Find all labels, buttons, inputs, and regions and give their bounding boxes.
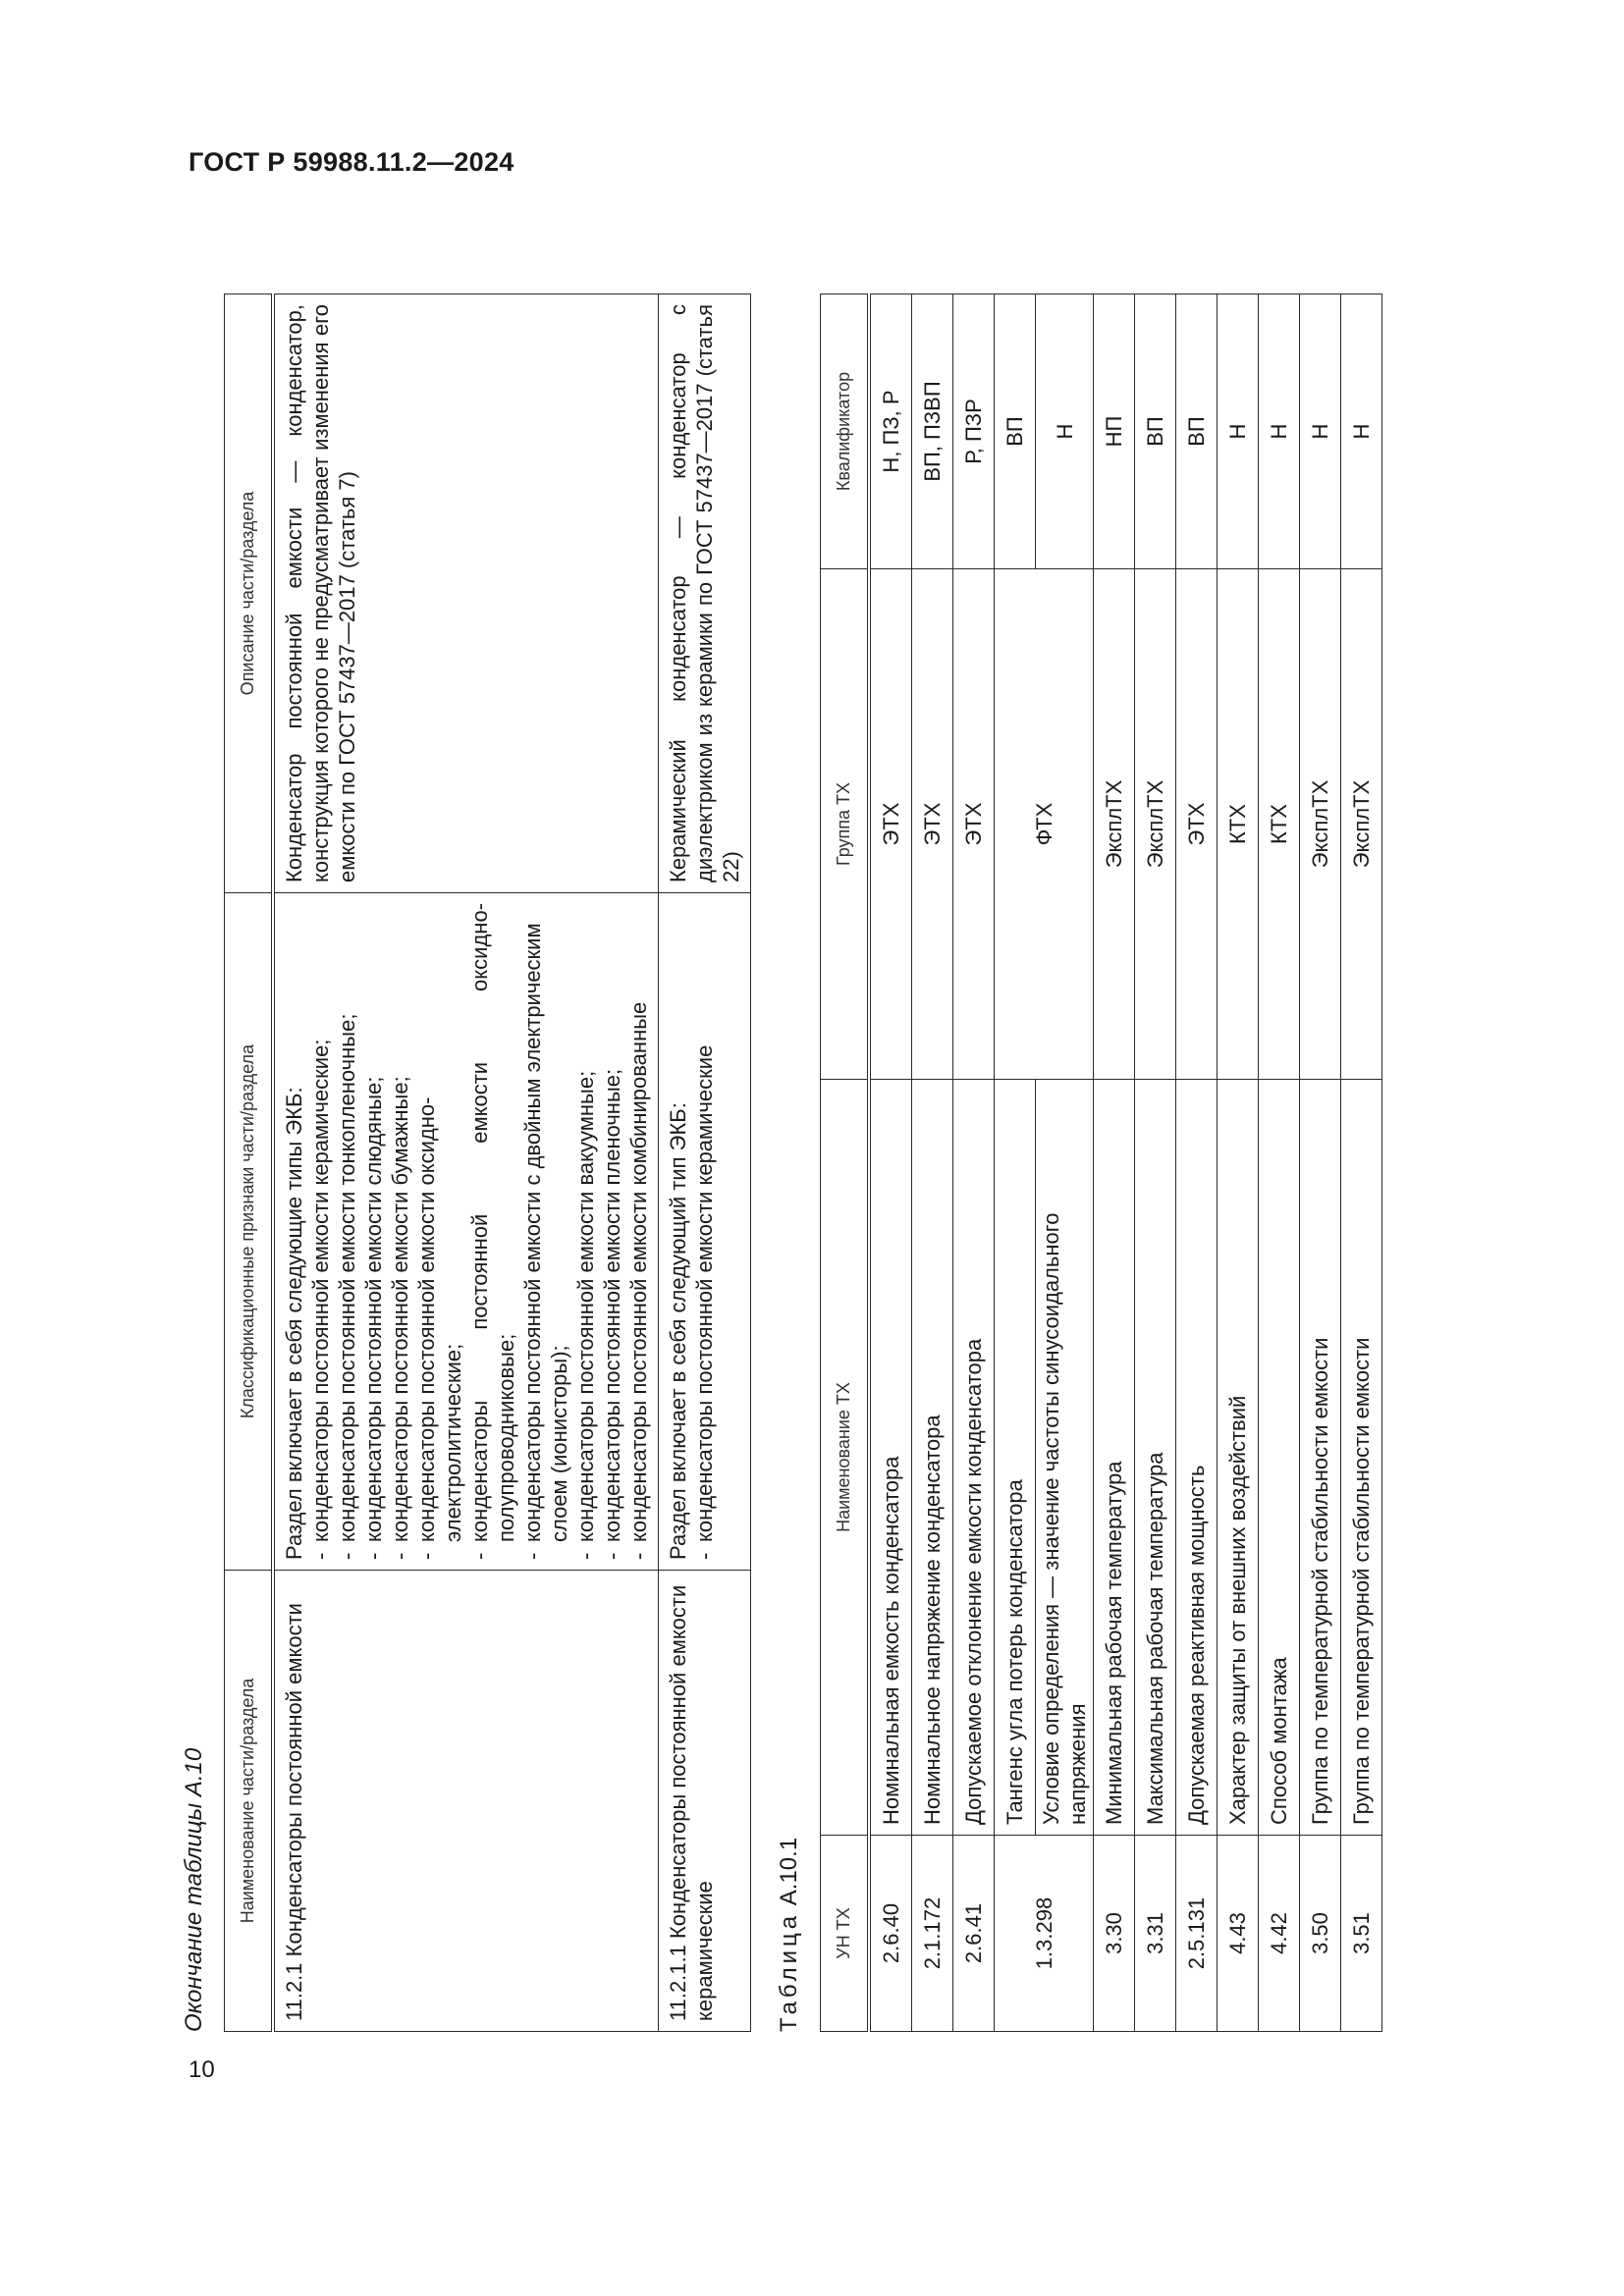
name-cell: Допускаемое отклонение емкости конденсатора [953, 1080, 995, 1836]
qualifier-cell: ВП [995, 294, 1036, 569]
table-row [1094, 294, 1135, 2032]
qualifier-cell: НП [1094, 294, 1135, 569]
list-item: - конденсаторы постоянной емкости оксидно-электролитические; [413, 903, 466, 1560]
name-cell: Характер защиты от внешних воздействий [1218, 1080, 1259, 1836]
col-header-description: Описание части/раздела [225, 294, 274, 893]
document-header: ГОСТ Р 59988.11.2—2024 [189, 147, 514, 177]
table-row [953, 294, 995, 2032]
code-cell: 1.3.298 [995, 1836, 1094, 2032]
col-header-name: Наименование части/раздела [225, 1571, 274, 2032]
group-cell: КТХ [1218, 569, 1259, 1080]
col-header-qualifier: Квалификатор [821, 294, 870, 569]
list-item: - конденсаторы постоянной емкости оксидно-полупроводниковые; [466, 903, 519, 1560]
col-header-code: УН ТХ [821, 1836, 870, 2032]
table-row [1135, 294, 1176, 2032]
table-row [1300, 294, 1341, 2032]
section-name: 11.2.1.1 Конденсаторы постоянной емкости керамические [659, 1571, 751, 2032]
table-row [912, 294, 953, 2032]
rotated-content [167, 226, 1512, 2061]
features-list [307, 903, 652, 1560]
section-features [273, 893, 659, 1571]
col-header-name: Наименование ТХ [821, 1080, 870, 1836]
list-item: - конденсаторы постоянной емкости пленочные; [599, 903, 625, 1560]
table-a10-caption: Окончание таблицы А.10 [181, 1747, 207, 2032]
table-a101-header-row [821, 294, 870, 2032]
code-cell: 3.30 [1094, 1836, 1135, 2032]
code-cell: 4.43 [1218, 1836, 1259, 2032]
table-title-number: А.10.1 [776, 1837, 802, 1906]
table-row [1259, 294, 1300, 2032]
table-row [659, 294, 751, 2032]
table-a101-title [776, 1838, 803, 2032]
qualifier-cell: Н [1036, 294, 1094, 569]
qualifier-cell: Н [1300, 294, 1341, 569]
list-item: - конденсаторы постоянной емкости бумажные; [387, 903, 413, 1560]
name-cell: Минимальная рабочая температура [1094, 1080, 1135, 1836]
page-number: 10 [189, 2056, 215, 2083]
features-list [691, 903, 718, 1560]
name-cell: Группа по температурной стабильности емкости [1300, 1080, 1341, 1836]
section-name: 11.2.1 Конденсаторы постоянной емкости [273, 1571, 659, 2032]
code-cell: 2.1.172 [912, 1836, 953, 2032]
table-a10 [224, 294, 751, 2032]
qualifier-cell: Н [1341, 294, 1382, 569]
name-cell: Допускаемая реактивная мощность [1176, 1080, 1218, 1836]
name-cell: Номинальное напряжение конденсатора [912, 1080, 953, 1836]
code-cell: 3.31 [1135, 1836, 1176, 2032]
col-header-group: Группа ТХ [821, 569, 870, 1080]
list-item: - конденсаторы постоянной емкости слюдяные; [360, 903, 387, 1560]
table-row [995, 294, 1036, 2032]
qualifier-cell: Р, ПЗР [953, 294, 995, 569]
code-cell: 2.6.40 [869, 1836, 912, 2032]
table-a101 [820, 294, 1382, 2032]
name-cell: Способ монтажа [1259, 1080, 1300, 1836]
qualifier-cell: Н [1218, 294, 1259, 569]
name-cell: Группа по температурной стабильности емкости [1341, 1080, 1382, 1836]
section-description: Конденсатор постоянной емкости — конденсатор, конструкция которого не предусматривает изменения его емкости по ГОСТ 57437—2017 (статья 7) [273, 294, 659, 893]
name-cell: Максимальная рабочая температура [1135, 1080, 1176, 1836]
group-cell: КТХ [1259, 569, 1300, 1080]
features-intro: Раздел включает в себя следующие типы ЭКБ: [282, 1087, 306, 1560]
code-cell: 4.42 [1259, 1836, 1300, 2032]
name-cell: Номинальная емкость конденсатора [869, 1080, 912, 1836]
table-a10-header-row [225, 294, 274, 2032]
group-cell: ЭксплТХ [1135, 569, 1176, 1080]
group-cell: ЭксплТХ [1341, 569, 1382, 1080]
group-cell: ФТХ [995, 569, 1094, 1080]
group-cell: ЭТХ [1176, 569, 1218, 1080]
table-sub-row [1036, 294, 1094, 2032]
list-item: - конденсаторы постоянной емкости керамические; [307, 903, 334, 1560]
group-cell: ЭТХ [912, 569, 953, 1080]
list-item: - конденсаторы постоянной емкости с двойным электрическим слоем (ионисторы); [519, 903, 572, 1560]
code-cell: 3.50 [1300, 1836, 1341, 2032]
qualifier-cell: ВП, ПЗВП [912, 294, 953, 569]
code-cell: 2.5.131 [1176, 1836, 1218, 2032]
list-item: - конденсаторы постоянной емкости тонкопленочные; [334, 903, 360, 1560]
list-item: - конденсаторы постоянной емкости вакуумные; [572, 903, 599, 1560]
table-title-word: Таблица [776, 1911, 802, 2032]
table-row [273, 294, 659, 2032]
table-row [869, 294, 912, 2032]
table-row [1341, 294, 1382, 2032]
list-item: - конденсаторы постоянной емкости керамические [691, 903, 718, 1560]
section-description: Керамический конденсатор — конденсатор с диэлектриком из керамики по ГОСТ 57437—2017 (статья 22) [659, 294, 751, 893]
table-row [1176, 294, 1218, 2032]
group-cell: ЭксплТХ [1094, 569, 1135, 1080]
qualifier-cell: ВП [1135, 294, 1176, 569]
qualifier-cell: ВП [1176, 294, 1218, 569]
group-cell: ЭТХ [869, 569, 912, 1080]
code-cell: 2.6.41 [953, 1836, 995, 2032]
name-cell: Тангенс угла потерь конденсатора [995, 1080, 1036, 1836]
qualifier-cell: Н, ПЗ, Р [869, 294, 912, 569]
list-item: - конденсаторы постоянной емкости комбинированные [625, 903, 652, 1560]
code-cell: 3.51 [1341, 1836, 1382, 2032]
group-cell: ЭксплТХ [1300, 569, 1341, 1080]
group-cell: ЭТХ [953, 569, 995, 1080]
condition-cell: Условие определения — значение частоты синусоидального напряжения [1036, 1080, 1094, 1836]
features-intro: Раздел включает в себя следующий тип ЭКБ: [666, 1102, 690, 1560]
table-row [1218, 294, 1259, 2032]
section-features [659, 893, 751, 1571]
col-header-features: Классификационные признаки части/раздела [225, 893, 274, 1571]
qualifier-cell: Н [1259, 294, 1300, 569]
